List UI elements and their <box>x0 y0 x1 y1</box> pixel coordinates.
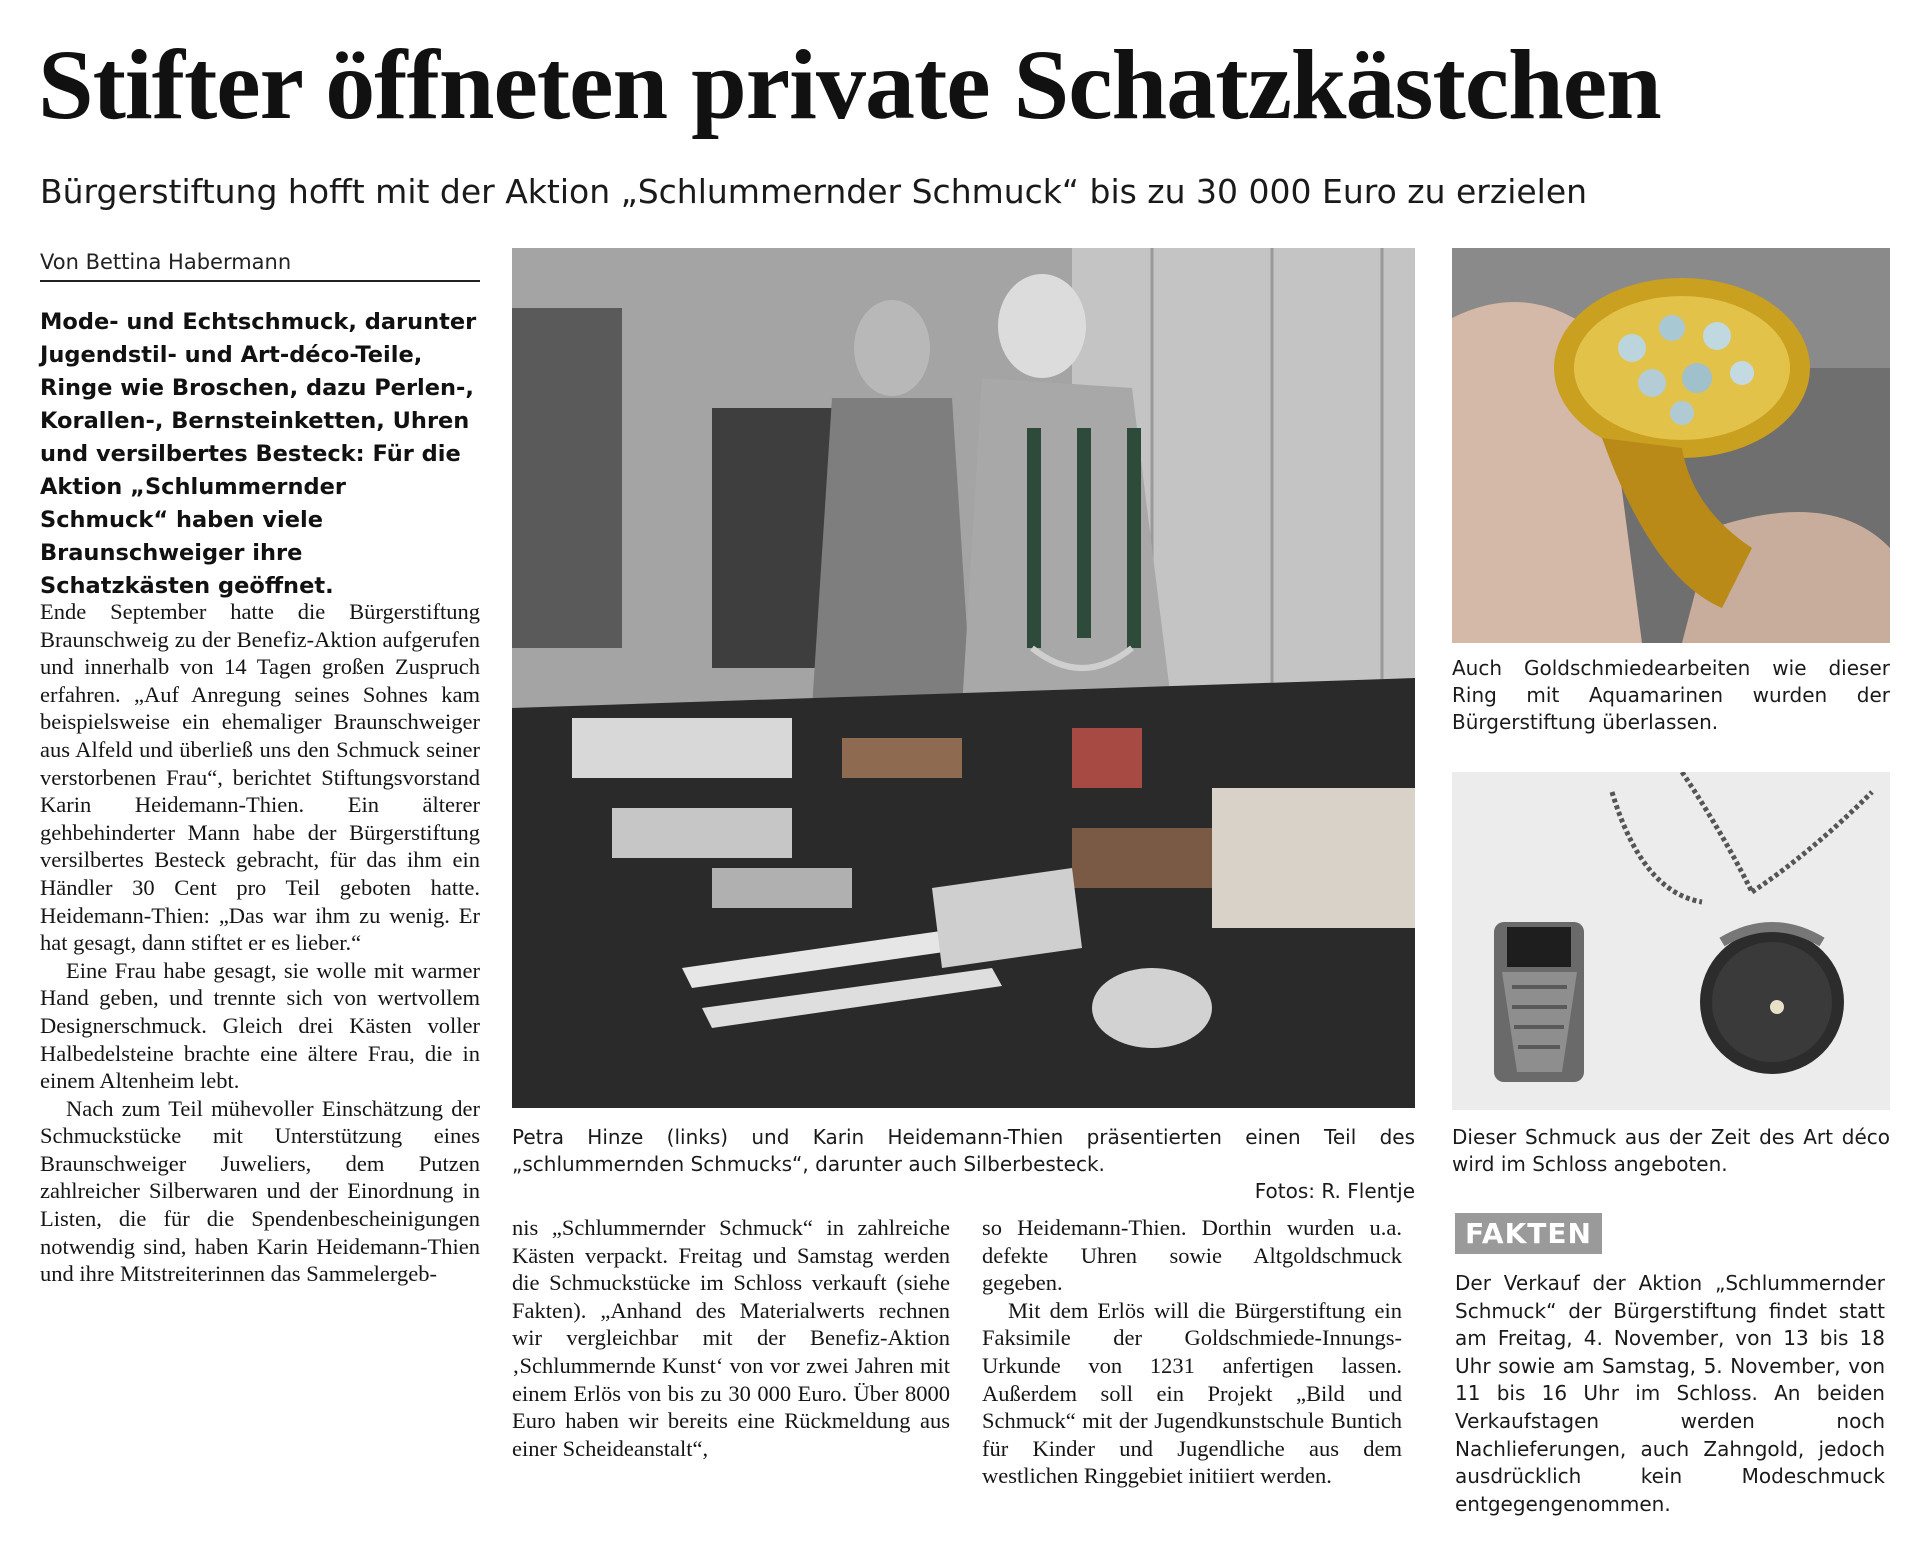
paragraph: Mit dem Erlös will die Bürgerstiftung ein Faksimile der Goldschmiede-Innungs-Urkunde von 1231 anfertigen lassen. Außerdem soll ein Projekt „Bild und Schmuck“ mit der Jugendkunstschule Buntich für Kinder und Jugendliche aus dem westlichen Ringgebiet initiiert werden. <box>982 1297 1402 1489</box>
photo-credit-row <box>512 1178 1415 1205</box>
paragraph: nis „Schlummernder Schmuck“ in zahlreiche Kästen verpackt. Freitag und Samstag werden die Schmuckstücke im Schloss verkauft (siehe Fakten). „Anhand des Materialwerts rechnen wir vergleichbar mit der Benefiz-Aktion ‚Schlummernde Kunst‘ von vor zwei Jahren mit einem Erlös von bis zu 30 000 Euro. Über 8000 Euro haben wir bereits eine Rückmeldung aus einer Scheideanstalt“, <box>512 1215 950 1461</box>
paragraph: Nach zum Teil mühevoller Einschätzung der Schmuckstücke mit Unterstützung eines Braunschweiger Juweliers, dem Putzen zahlreicher Silberwaren und der Einordnung in Listen, die für die Spendenbescheinigungen notwendig sind, haben Karin Heidemann-Thien und ihre Mitstreiterinnen das Sammelergeb- <box>40 1095 480 1287</box>
paragraph: Eine Frau habe gesagt, sie wolle mit warmer Hand geben, und trennte sich von wertvollem Designerschmuck. Gleich drei Kästen voller Halbedelsteine brachte eine ältere Frau, die in einem Altenheim lebt. <box>40 957 480 1094</box>
fakten-label: FAKTEN <box>1455 1213 1602 1254</box>
paragraph: Ende September hatte die Bürgerstiftung Braunschweig zu der Benefiz-Aktion aufgerufen und innerhalb von 14 Tagen großen Zuspruch erfahren. „Auf Anregung seines Sohnes kam beispielsweise ein ehemaliger Braunschweiger aus Alfeld und überließ uns den Schmuck seiner verstorbenen Frau“, berichtet Stiftungsvorstand Karin Heidemann-Thien. Ein älterer gehbehinderter Mann habe der Bürgerstiftung versilbertes Besteck gebracht, für das ihm ein Händler 30 Cent pro Teil geboten hatte. Heidemann-Thien: „Das war ihm zu wenig. Er hat gesagt, dann stiftet er es lieber.“ <box>40 599 480 956</box>
main-photo <box>512 248 1415 1108</box>
subheadline: Bürgerstiftung hofft mit der Aktion „Schlummernder Schmuck“ bis zu 30 000 Euro zu erzielen <box>40 172 1588 211</box>
article-column-1 <box>40 598 480 1288</box>
article-column-3 <box>982 1214 1402 1490</box>
lead-paragraph: Mode- und Echtschmuck, darunter Jugendstil- und Art-déco-Teile, Ringe wie Broschen, dazu Perlen-, Korallen-, Bernsteinketten, Uhren und versilbertes Besteck: Für die Aktion „Schlummernder Schmuck“ haben viele Braunschweiger ihre Schatzkästen geöffnet. <box>40 309 477 599</box>
article-column-2 <box>512 1214 950 1462</box>
fakten-text: Der Verkauf der Aktion „Schlummernder Schmuck“ der Bürgerstiftung findet statt am Freitag, 4. November, von 13 bis 18 Uhr sowie am Samstag, 5. November, von 11 bis 16 Uhr im Schloss. An beiden Verkaufstagen werden noch Nachlieferungen, auch Zahngold, jedoch ausdrücklich kein Modeschmuck entgegengenommen. <box>1455 1271 1885 1516</box>
main-photo-caption <box>512 1124 1415 1205</box>
ring-photo <box>1452 248 1890 643</box>
artdeco-photo-caption: Dieser Schmuck aus der Zeit des Art déco wird im Schloss angeboten. <box>1452 1125 1890 1176</box>
photo-credit: Fotos: R. Flentje <box>1254 1179 1415 1203</box>
artdeco-photo <box>1452 772 1890 1110</box>
paragraph: so Heidemann-Thien. Dorthin wurden u.a. defekte Uhren sowie Altgoldschmuck gegeben. <box>982 1215 1402 1296</box>
headline: Stifter öffneten private Schatzkästchen <box>38 29 1661 140</box>
byline: Von Bettina Habermann <box>40 250 480 282</box>
ring-photo-caption: Auch Goldschmiedearbeiten wie dieser Ring mit Aquamarinen wurden der Bürgerstiftung überlassen. <box>1452 656 1890 734</box>
main-caption-text: Petra Hinze (links) und Karin Heidemann-Thien präsentierten einen Teil des „schlummernden Schmucks“, darunter auch Silberbesteck. <box>512 1125 1415 1176</box>
